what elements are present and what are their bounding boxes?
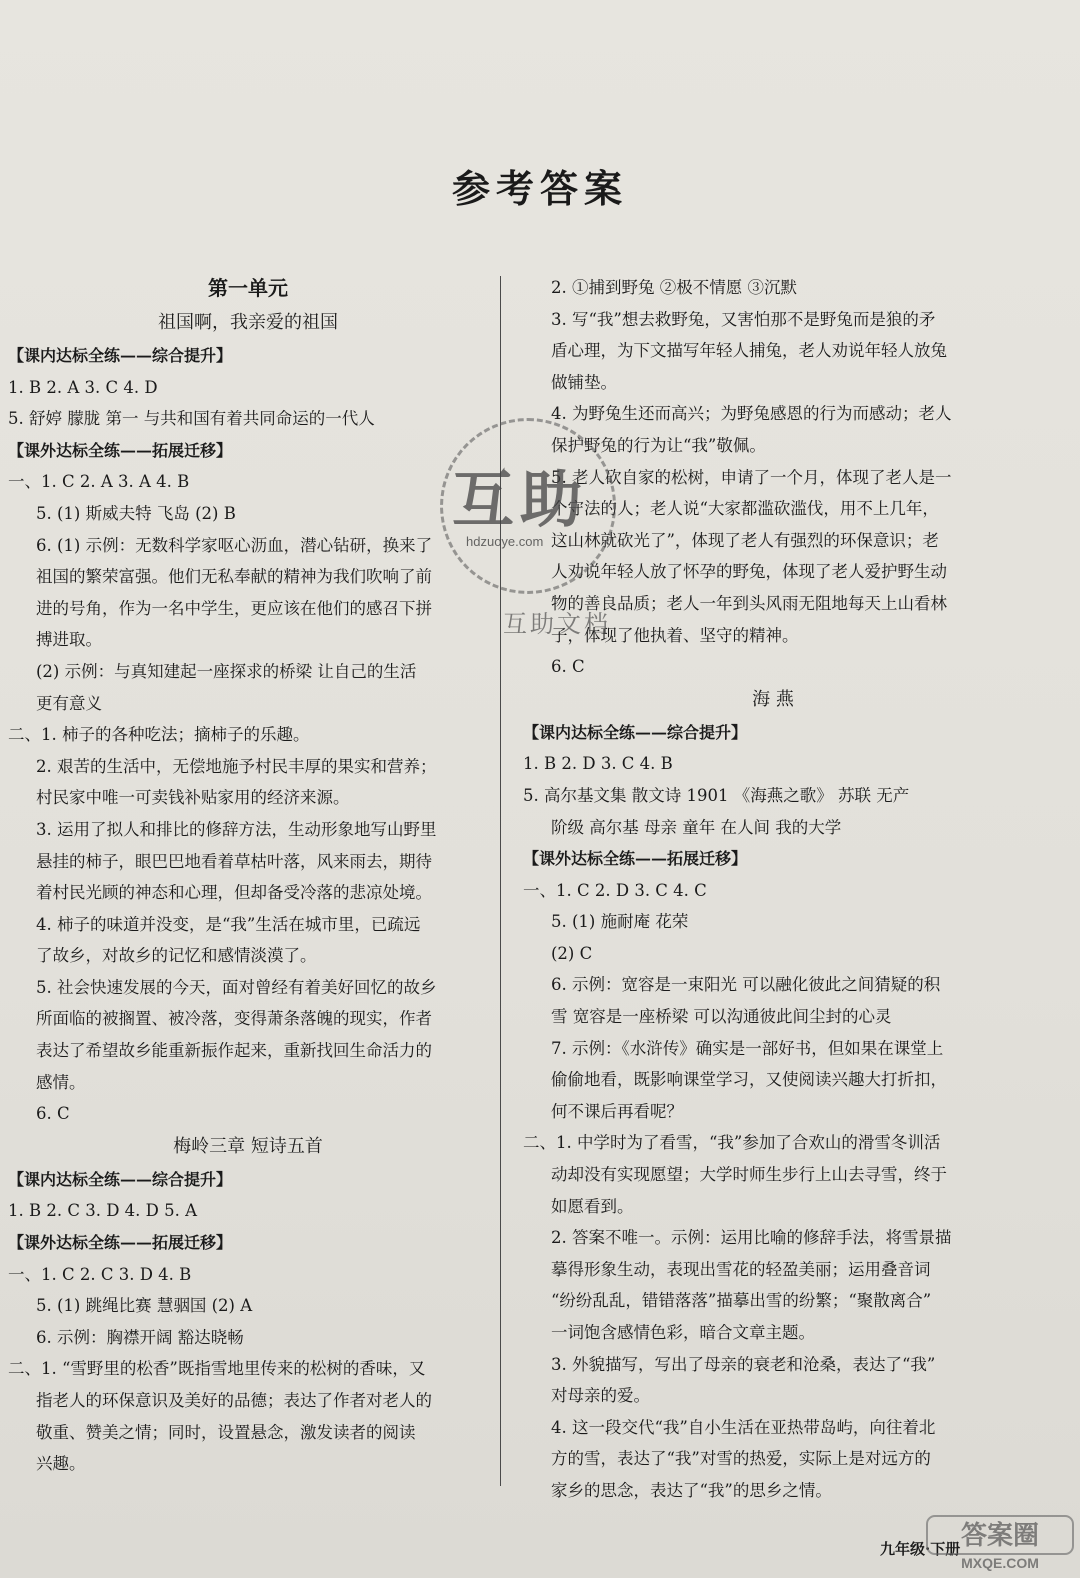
right-answer-line: 5. 高尔基文集 散文诗 1901 《海燕之歌》 苏联 无产 (523, 785, 910, 805)
watermark-url: hdzuoye.com (466, 534, 544, 549)
left-answer-line: 4. 柿子的味道并没变，是“我”生活在城市里，已疏远 (36, 914, 421, 934)
left-answer-line: 表达了希望故乡能重新振作起来，重新找回生命活力的 (36, 1041, 432, 1061)
right-answer-line: 偷偷地看，既影响课堂学习，又使阅读兴趣大打折扣， (551, 1070, 947, 1090)
left-answer-line: 着村民光顾的神态和心理，但却备受冷落的悲凉处境。 (36, 883, 432, 903)
right-lesson-title: 海 燕 (752, 688, 794, 710)
right-answer-line: 5. (1) 施耐庵 花荣 (551, 912, 689, 932)
right-answer-line: 这山林就砍光了”，体现了老人有强烈的环保意识；老 (551, 530, 939, 550)
right-answer-line: 物的善良品质；老人一年到头风雨无阻地每天上山看林 (551, 593, 947, 613)
left-answer-line: 5. 舒婷 朦胧 第一 与共和国有着共同命运的一代人 (8, 409, 375, 429)
right-answer-line: 5. 老人砍自家的松树，申请了一个月，体现了老人是一 (551, 467, 952, 487)
right-answer-line: 对母亲的爱。 (551, 1386, 650, 1406)
watermark-subtext: 互助文档 (503, 610, 611, 638)
left-answer-line: 敬重、赞美之情；同时，设置悬念，激发读者的阅读 (36, 1422, 416, 1442)
left-answer-line: 5. (1) 跳绳比赛 慧骃国 (2) A (36, 1296, 253, 1316)
right-answer-line: 3. 写“我”想去救野兔，又害怕那不是野兔而是狼的矛 (551, 309, 936, 329)
right-answer-line: 如愿看到。 (551, 1196, 634, 1216)
left-answer-line: 二、1. 柿子的各种吃法；摘柿子的乐趣。 (8, 725, 310, 745)
left-answer-line: 兴趣。 (36, 1454, 86, 1474)
left-answer-line: 5. (1) 斯威夫特 飞岛 (2) B (36, 503, 236, 523)
left-lesson-title: 祖国啊，我亲爱的祖国 (158, 312, 338, 333)
left-answer-line: 一、1. C 2. C 3. D 4. B (8, 1264, 192, 1284)
left-answer-line: 进的号角，作为一名中学生，更应该在他们的感召下拼 (36, 598, 432, 618)
left-answer-line: 二、1. “雪野里的松香”既指雪地里传来的松树的香味，又 (8, 1359, 426, 1379)
right-answer-line: (2) C (551, 943, 593, 963)
right-answer-line: 人劝说年轻人放了怀孕的野兔，体现了老人爱护野生动 (551, 562, 947, 582)
right-answer-line: 阶级 高尔基 母亲 童年 在人间 我的大学 (551, 817, 842, 837)
watermark-stamp-text: 互助 (452, 463, 589, 536)
right-answer-line: 动却没有实现愿望；大学时师生步行上山去寻雪，终于 (551, 1165, 947, 1185)
right-answer-line: 家乡的思念，表达了“我”的思乡之情。 (551, 1480, 832, 1500)
left-answer-line: 5. 社会快速发展的今天，面对曾经有着美好回忆的故乡 (36, 977, 437, 997)
right-answer-line: 6. C (551, 657, 585, 677)
right-answer-line: 一词饱含感情色彩，暗合文章主题。 (551, 1323, 815, 1342)
left-answer-line: 感情。 (36, 1072, 86, 1092)
left-answer-line: 悬挂的柿子，眼巴巴地看着草枯叶落，风来雨去，期待 (36, 851, 432, 871)
right-answer-line: 4. 这一段交代“我”自小生活在亚热带岛屿，向往着北 (551, 1417, 936, 1437)
right-answer-line: 盾心理，为下文描写年轻人捕兔，老人劝说年轻人放兔 (551, 341, 947, 361)
corner-logo-url: MXQE.COM (961, 1555, 1039, 1571)
right-answer-line: 4. 为野兔生还而高兴；为野兔感恩的行为而感动；老人 (551, 404, 952, 424)
right-answer-line: 7. 示例：《水浒传》确实是一部好书，但如果在课堂上 (551, 1038, 944, 1058)
left-section-heading: 【课外达标全练——拓展迁移】 (8, 440, 233, 460)
left-column (8, 270, 488, 1480)
left-answer-line: 指老人的环保意识及美好的品德；表达了作者对老人的 (36, 1391, 432, 1410)
left-section-heading: 【课内达标全练——综合提升】 (8, 346, 233, 365)
page-footer: 九年级·下册 (880, 1540, 961, 1558)
right-answer-line: 3. 外貌描写，写出了母亲的衰老和沧桑，表达了“我” (551, 1354, 936, 1374)
right-answer-line: 1. B 2. D 3. C 4. B (523, 754, 673, 774)
right-answer-line: 2. 答案不唯一。示例：运用比喻的修辞手法，将雪景描 (551, 1228, 952, 1248)
left-lesson-title: 梅岭三章 短诗五首 (173, 1135, 323, 1157)
right-answer-line: 2. ①捕到野兔 ②极不情愿 ③沉默 (551, 278, 797, 297)
left-answer-line: 6. 示例：胸襟开阔 豁达晓畅 (36, 1327, 244, 1347)
right-answer-line: 个守法的人；老人说“大家都滥砍滥伐，用不上几年， (551, 499, 939, 519)
right-answer-line: 何不课后再看呢？ (551, 1101, 683, 1121)
left-unit-heading: 第一单元 (208, 276, 288, 300)
left-answer-line: 6. C (36, 1104, 70, 1124)
left-answer-line: 3. 运用了拟人和排比的修辞方法，生动形象地写山野里 (36, 819, 437, 839)
left-answer-line: 2. 艰苦的生活中，无偿地施予村民丰厚的果实和营养； (36, 756, 437, 776)
left-answer-line: 6. (1) 示例：无数科学家呕心沥血，潜心钻研，换来了 (36, 535, 433, 555)
page-title: 参考答案 (451, 166, 628, 211)
right-answer-line: 一、1. C 2. D 3. C 4. C (523, 880, 707, 900)
left-answer-line: 1. B 2. C 3. D 4. D 5. A (8, 1201, 198, 1221)
left-answer-line: 搏进取。 (36, 630, 102, 650)
left-answer-line: 1. B 2. A 3. C 4. D (8, 377, 158, 397)
right-section-heading: 【课外达标全练——拓展迁移】 (523, 849, 748, 869)
right-answer-line: 保护野兔的行为让“我”敬佩。 (551, 435, 766, 455)
right-answer-line: 方的雪，表达了“我”对雪的热爱，实际上是对远方的 (551, 1449, 931, 1469)
corner-logo-text: 答案圈 (960, 1521, 1040, 1551)
right-answer-line: “纷纷乱乱，错错落落”描摹出雪的纷繁；“聚散离合” (551, 1291, 932, 1311)
left-answer-line: 了故乡，对故乡的记忆和感情淡漠了。 (36, 946, 317, 966)
right-answer-line: 雪 宽容是一座桥梁 可以沟通彼此间尘封的心灵 (551, 1007, 892, 1027)
left-answer-line: (2) 示例：与真知建起一座探求的桥梁 让自己的生活 (36, 661, 417, 681)
left-answer-line: 所面临的被搁置、被冷落，变得萧条落魄的现实，作者 (36, 1009, 432, 1029)
left-answer-line: 更有意义 (36, 693, 102, 713)
left-answer-line: 祖国的繁荣富强。他们无私奉献的精神为我们吹响了前 (36, 567, 432, 587)
left-answer-line: 一、1. C 2. A 3. A 4. B (8, 472, 190, 492)
right-answer-line: 摹得形象生动，表现出雪花的轻盈美丽；运用叠音词 (551, 1259, 931, 1279)
left-section-heading: 【课内达标全练——综合提升】 (8, 1169, 233, 1189)
left-section-heading: 【课外达标全练——拓展迁移】 (8, 1233, 233, 1253)
right-section-heading: 【课内达标全练——综合提升】 (523, 722, 748, 742)
left-answer-line: 村民家中唯一可卖钱补贴家用的经济来源。 (36, 788, 350, 808)
right-answer-line: 子，体现了他执着、坚守的精神。 (551, 625, 799, 645)
right-answer-line: 二、1. 中学时为了看雪，“我”参加了合欢山的滑雪冬训活 (523, 1133, 941, 1153)
right-answer-line: 6. 示例：宽容是一束阳光 可以融化彼此之间猜疑的积 (551, 975, 941, 995)
corner-logo (925, 1512, 1075, 1572)
right-answer-line: 做铺垫。 (551, 372, 617, 392)
